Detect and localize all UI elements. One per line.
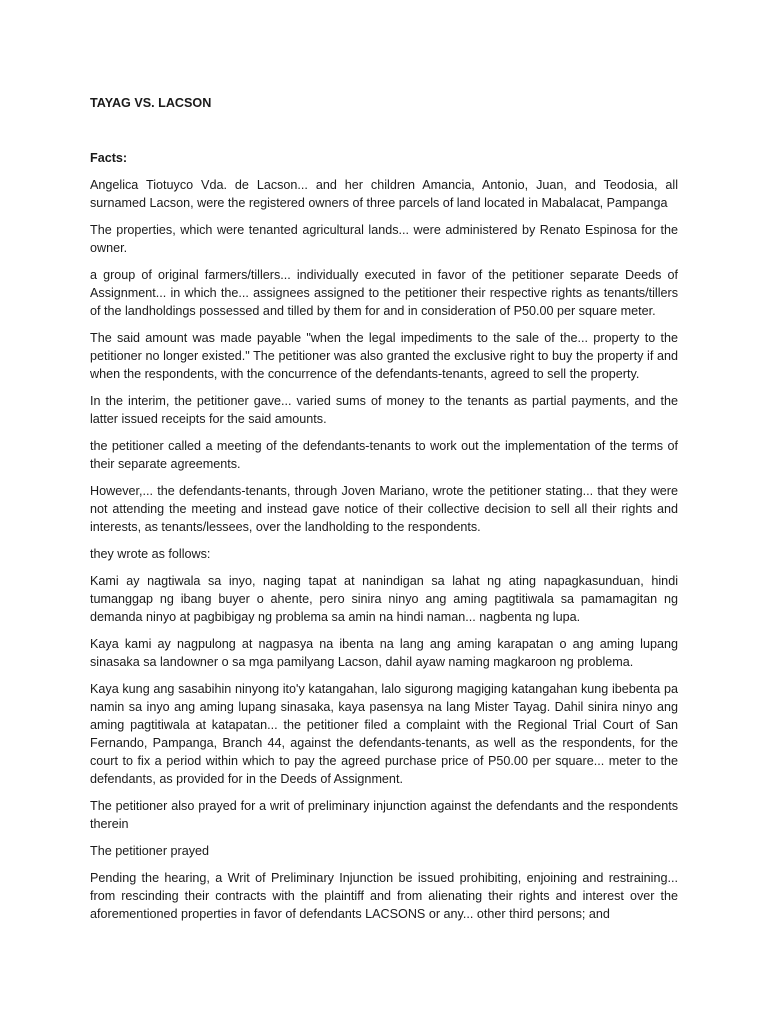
document-body — [90, 94, 678, 923]
facts-heading: Facts: — [90, 151, 128, 165]
paragraph: The petitioner prayed — [90, 844, 210, 858]
paragraph: Pending the hearing, a Writ of Preliminary Injunction be issued prohibiting, enjoining and restraining... from rescinding their contracts with the plaintiff and from alienating their rights and interest over the aforementioned properties in favor of defendants LACSONS or any... other third persons; and — [90, 871, 678, 921]
paragraph: Kaya kung ang sasabihin ninyong ito'y katangahan, lalo sigurong magiging katangahan kung ibebenta pa namin sa inyo ang aming lupang sinasaka, kaya pasensya na lang Mister Tayag. Dahil sinira ninyo ang aming pagtitiwala at katapatan... the petitioner filed a complaint with the Regional Trial Court of San Fernando, Pampanga, Branch 44, against the defendants-tenants, as well as the respondents, for the court to fix a period within which to pay the agreed purchase price of P50.00 per square... meter to the defendants, as provided for in the Deeds of Assignment. — [90, 682, 678, 786]
paragraph: The petitioner also prayed for a writ of preliminary injunction against the defendants and the respondents therein — [90, 799, 678, 831]
paragraph: The properties, which were tenanted agricultural lands... were administered by Renato Espinosa for the owner. — [90, 223, 678, 255]
document-title: TAYAG VS. LACSON — [90, 96, 212, 110]
paragraph: The said amount was made payable "when the legal impediments to the sale of the... property to the petitioner no longer existed." The petitioner was also granted the exclusive right to buy the property if and when the respondents, with the concurrence of the defendants-tenants, agreed to sell the property. — [90, 331, 678, 381]
paragraph: Kami ay nagtiwala sa inyo, naging tapat at nanindigan sa lahat ng ating napagkasunduan, hindi tumanggap ng ibang buyer o ahente, pero sinira ninyo ang aming pagtitiwala sa pamamagitan ng demanda ninyo at pagbibigay ng problema sa amin na hindi naman... nagbenta ng lupa. — [90, 574, 678, 624]
paragraph: they wrote as follows: — [90, 547, 211, 561]
paragraph: a group of original farmers/tillers... individually executed in favor of the petitioner separate Deeds of Assignment... in which the... assignees assigned to the petitioner their respective rights as tenants/tillers of the landholdings possessed and tilled by them for and in consideration of P50.00 per square meter. — [90, 268, 678, 318]
paragraph: However,... the defendants-tenants, through Joven Mariano, wrote the petitioner stating... that they were not attending the meeting and instead gave notice of their collective decision to sell all their rights and interests, as tenants/lessees, over the landholding to the respondents. — [90, 484, 678, 534]
paragraph: Kaya kami ay nagpulong at nagpasya na ibenta na lang ang aming karapatan o ang aming lupang sinasaka sa landowner o sa mga pamilyang Lacson, dahil ayaw naming magkaroon ng problema. — [90, 637, 678, 669]
paragraph: Angelica Tiotuyco Vda. de Lacson... and her children Amancia, Antonio, Juan, and Teodosia, all surnamed Lacson, were the registered owners of three parcels of land located in Mabalacat, Pampanga — [90, 178, 678, 210]
paragraph: the petitioner called a meeting of the defendants-tenants to work out the implementation of the terms of their separate agreements. — [90, 439, 678, 471]
paragraph: In the interim, the petitioner gave... varied sums of money to the tenants as partial payments, and the latter issued receipts for the said amounts. — [90, 394, 678, 426]
